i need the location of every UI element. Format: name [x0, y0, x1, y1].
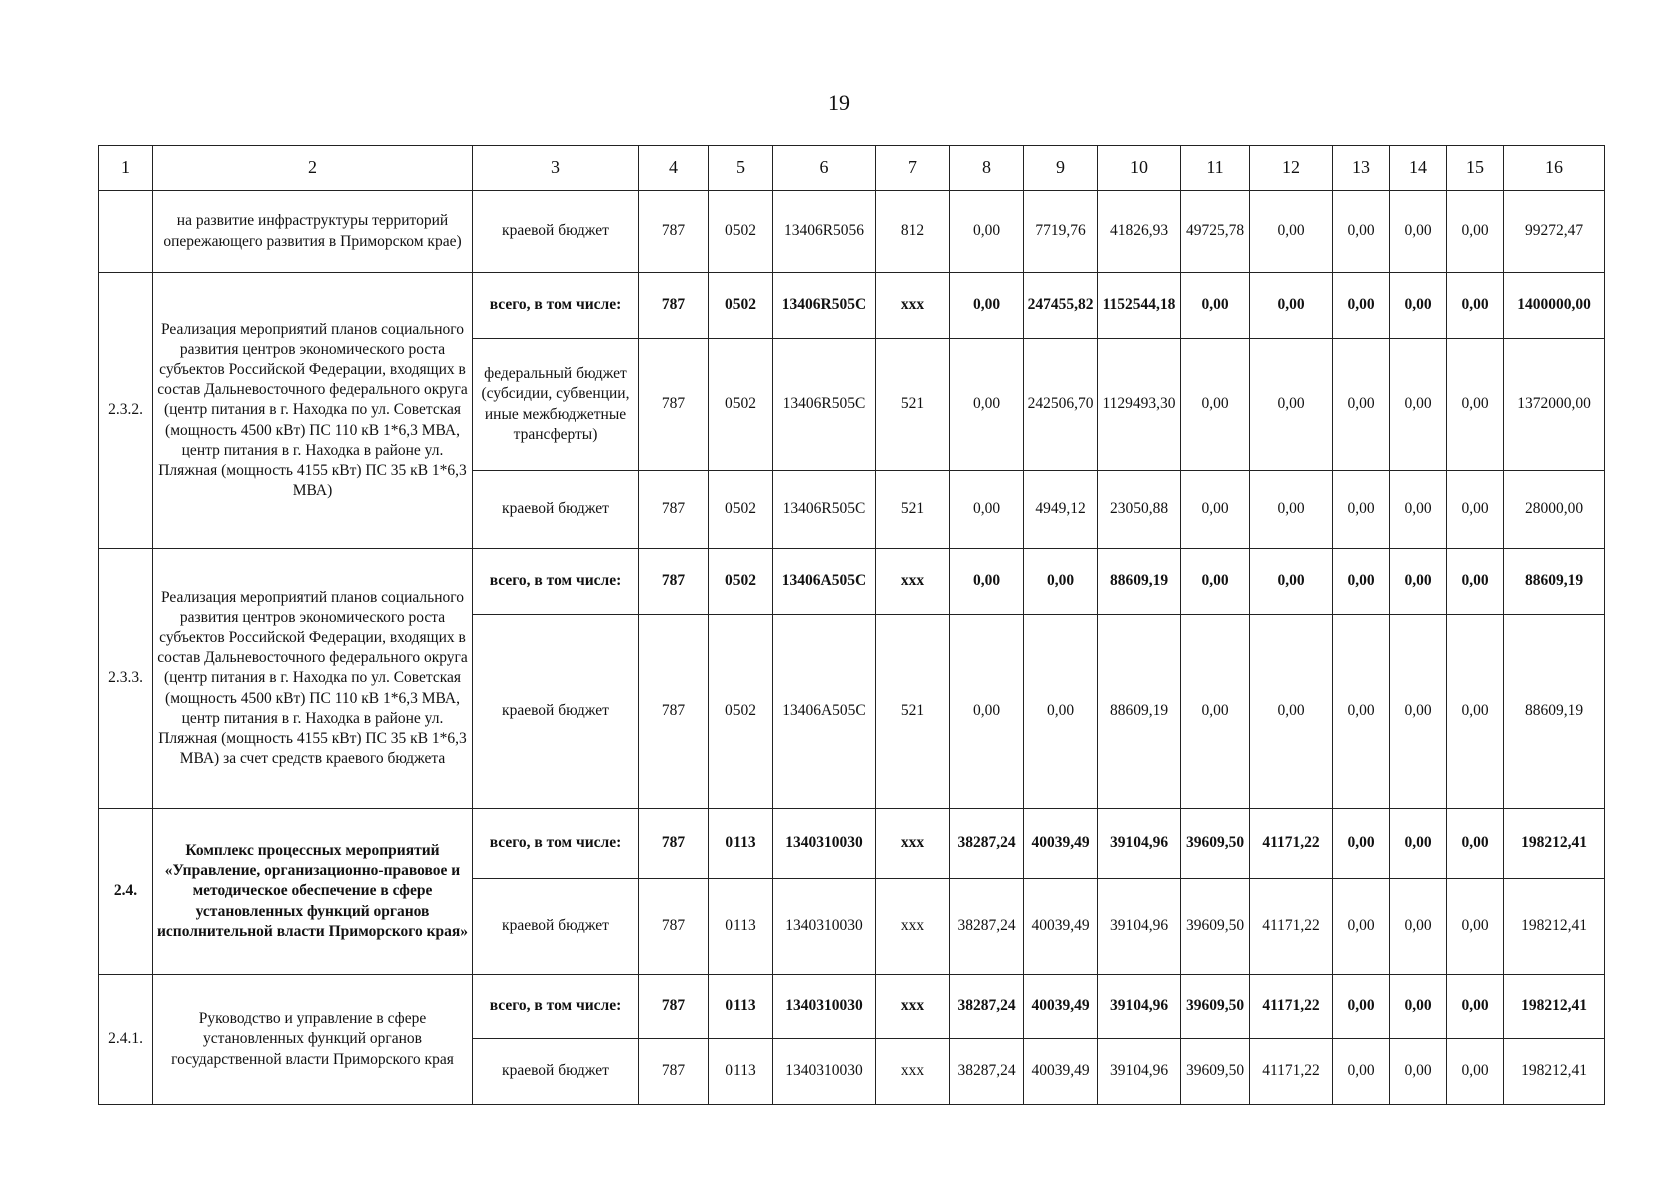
cell: 0113: [709, 1039, 773, 1105]
cell: 0,00: [1181, 549, 1250, 615]
cell: 23050,88: [1098, 471, 1181, 549]
cell: 0,00: [1447, 273, 1504, 339]
cell: 39609,50: [1181, 1039, 1250, 1105]
col-header: 15: [1447, 146, 1504, 191]
cell: 0,00: [1333, 273, 1390, 339]
funding-source: краевой бюджет: [473, 471, 639, 549]
cell: 0502: [709, 191, 773, 273]
col-header: 2: [153, 146, 473, 191]
col-header: 13: [1333, 146, 1390, 191]
cell: 41171,22: [1250, 809, 1333, 879]
cell: 0502: [709, 471, 773, 549]
table-row-total: [99, 809, 1605, 879]
activity-name: Комплекс процессных мероприятий «Управление, организационно-правовое и методическое обеспечение в сфере установленных функций органов исполнительной власти Приморского края»: [153, 809, 473, 975]
cell: 13406А505С: [773, 549, 876, 615]
cell: 0,00: [1181, 471, 1250, 549]
cell: 787: [639, 273, 709, 339]
cell: 0502: [709, 549, 773, 615]
cell: 0,00: [1181, 273, 1250, 339]
cell: 40039,49: [1024, 1039, 1098, 1105]
cell: 39609,50: [1181, 879, 1250, 975]
cell: 0,00: [1390, 975, 1447, 1039]
cell: 198212,41: [1504, 975, 1605, 1039]
funding-source: всего, в том числе:: [473, 809, 639, 879]
header-row: [99, 146, 1605, 191]
cell: 28000,00: [1504, 471, 1605, 549]
row-number: 2.4.1.: [99, 975, 153, 1105]
cell: 39609,50: [1181, 975, 1250, 1039]
cell: 1340310030: [773, 809, 876, 879]
cell: 39104,96: [1098, 975, 1181, 1039]
row-number: 2.3.2.: [99, 273, 153, 549]
col-header: 4: [639, 146, 709, 191]
cell: 39104,96: [1098, 879, 1181, 975]
cell: 0,00: [1250, 471, 1333, 549]
cell: 247455,82: [1024, 273, 1098, 339]
cell: 0,00: [1024, 615, 1098, 809]
cell: 88609,19: [1098, 549, 1181, 615]
col-header: 8: [950, 146, 1024, 191]
cell: 0,00: [950, 615, 1024, 809]
cell: 0,00: [1024, 549, 1098, 615]
col-header: 9: [1024, 146, 1098, 191]
col-header: 7: [876, 146, 950, 191]
cell: 0,00: [1447, 339, 1504, 471]
funding-source: федеральный бюджет (субсидии, субвенции, иные межбюджетные трансферты): [473, 339, 639, 471]
cell: 0,00: [1250, 191, 1333, 273]
cell: 1129493,30: [1098, 339, 1181, 471]
cell: 13406R505С: [773, 339, 876, 471]
cell: 198212,41: [1504, 879, 1605, 975]
cell: 0,00: [1181, 339, 1250, 471]
cell: 521: [876, 471, 950, 549]
cell: 0,00: [1447, 1039, 1504, 1105]
cell: 38287,24: [950, 975, 1024, 1039]
cell: 0,00: [1390, 615, 1447, 809]
col-header: 10: [1098, 146, 1181, 191]
table-row-total: [99, 273, 1605, 339]
cell: 40039,49: [1024, 809, 1098, 879]
col-header: 12: [1250, 146, 1333, 191]
col-header: 16: [1504, 146, 1605, 191]
cell: 198212,41: [1504, 1039, 1605, 1105]
cell: 4949,12: [1024, 471, 1098, 549]
activity-name: Руководство и управление в сфере установленных функций органов государственной власти Приморского края: [153, 975, 473, 1105]
cell: 0,00: [1390, 1039, 1447, 1105]
cell: 812: [876, 191, 950, 273]
cell: ххх: [876, 549, 950, 615]
cell: 41171,22: [1250, 975, 1333, 1039]
cell: 0,00: [1333, 191, 1390, 273]
cell: 1340310030: [773, 1039, 876, 1105]
activity-name: Реализация мероприятий планов социального развития центров экономического роста субъектов Российской Федерации, входящих в состав Дальневосточного федерального округа (центр питания в г. Находка по ул. Советская (мощность 4500 кВт) ПС 110 кВ 1*6,3 МВА, центр питания в г. Находка в районе ул. Пляжная (мощность 4155 кВт) ПС 35 кВ 1*6,3 МВА) за счет средств краевого бюджета: [153, 549, 473, 809]
cell: 88609,19: [1098, 615, 1181, 809]
cell: 787: [639, 879, 709, 975]
cell: 0,00: [1333, 339, 1390, 471]
row-number: 2.4.: [99, 809, 153, 975]
cell: 13406R505С: [773, 273, 876, 339]
cell: ххх: [876, 273, 950, 339]
page-number: 19: [828, 90, 850, 115]
funding-source: всего, в том числе:: [473, 975, 639, 1039]
activity-name: на развитие инфраструктуры территорий опережающего развития в Приморском крае): [153, 191, 473, 273]
budget-table: [98, 145, 1605, 1105]
cell: 787: [639, 471, 709, 549]
cell: 787: [639, 1039, 709, 1105]
cell: 0,00: [1447, 191, 1504, 273]
cell: 0,00: [1250, 549, 1333, 615]
cell: 0,00: [1333, 549, 1390, 615]
cell: 0,00: [1447, 975, 1504, 1039]
cell: 38287,24: [950, 1039, 1024, 1105]
cell: 0,00: [1390, 549, 1447, 615]
cell: 0,00: [1333, 471, 1390, 549]
funding-source: всего, в том числе:: [473, 549, 639, 615]
cell: 40039,49: [1024, 975, 1098, 1039]
cell: 0,00: [1447, 471, 1504, 549]
col-header: 5: [709, 146, 773, 191]
cell: 0,00: [1333, 1039, 1390, 1105]
cell: 0502: [709, 273, 773, 339]
cell: 99272,47: [1504, 191, 1605, 273]
funding-source: краевой бюджет: [473, 879, 639, 975]
cell: 38287,24: [950, 809, 1024, 879]
funding-source: краевой бюджет: [473, 615, 639, 809]
cell: ххх: [876, 975, 950, 1039]
cell: 0,00: [1390, 191, 1447, 273]
cell: 0113: [709, 809, 773, 879]
cell: 0,00: [1447, 615, 1504, 809]
cell: 0,00: [1333, 615, 1390, 809]
row-number: [99, 191, 153, 273]
cell: 38287,24: [950, 879, 1024, 975]
cell: 787: [639, 339, 709, 471]
cell: 0,00: [1390, 879, 1447, 975]
col-header: 11: [1181, 146, 1250, 191]
cell: 39609,50: [1181, 809, 1250, 879]
cell: ххх: [876, 809, 950, 879]
cell: 13406А505С: [773, 615, 876, 809]
cell: 0,00: [1333, 975, 1390, 1039]
cell: 41826,93: [1098, 191, 1181, 273]
cell: 7719,76: [1024, 191, 1098, 273]
cell: 39104,96: [1098, 1039, 1181, 1105]
funding-source: всего, в том числе:: [473, 273, 639, 339]
cell: 198212,41: [1504, 809, 1605, 879]
cell: 1340310030: [773, 879, 876, 975]
cell: ххх: [876, 1039, 950, 1105]
cell: 13406R5056: [773, 191, 876, 273]
cell: 787: [639, 615, 709, 809]
table-row: [99, 191, 1605, 273]
activity-name: Реализация мероприятий планов социального развития центров экономического роста субъектов Российской Федерации, входящих в состав Дальневосточного федерального округа (центр питания в г. Находка по ул. Советская (мощность 4500 кВт) ПС 110 кВ 1*6,3 МВА, центр питания в г. Находка в районе ул. Пляжная (мощность 4155 кВт) ПС 35 кВ 1*6,3 МВА): [153, 273, 473, 549]
cell: 0,00: [1390, 471, 1447, 549]
cell: 787: [639, 809, 709, 879]
cell: 0,00: [1390, 339, 1447, 471]
cell: 0,00: [1390, 809, 1447, 879]
cell: 0,00: [1333, 809, 1390, 879]
cell: 1400000,00: [1504, 273, 1605, 339]
cell: 0,00: [1447, 809, 1504, 879]
funding-source: краевой бюджет: [473, 191, 639, 273]
cell: 88609,19: [1504, 549, 1605, 615]
cell: 0502: [709, 615, 773, 809]
cell: 0,00: [1447, 549, 1504, 615]
cell: 0,00: [1250, 339, 1333, 471]
cell: 1372000,00: [1504, 339, 1605, 471]
col-header: 14: [1390, 146, 1447, 191]
cell: 0,00: [1390, 273, 1447, 339]
col-header: 3: [473, 146, 639, 191]
cell: 41171,22: [1250, 1039, 1333, 1105]
cell: 39104,96: [1098, 809, 1181, 879]
col-header: 1: [99, 146, 153, 191]
cell: 13406R505С: [773, 471, 876, 549]
cell: 1340310030: [773, 975, 876, 1039]
cell: 0,00: [950, 339, 1024, 471]
funding-source: краевой бюджет: [473, 1039, 639, 1105]
cell: 0,00: [950, 191, 1024, 273]
cell: 1152544,18: [1098, 273, 1181, 339]
cell: 0,00: [1250, 273, 1333, 339]
cell: 521: [876, 615, 950, 809]
cell: 0,00: [1250, 615, 1333, 809]
cell: 0113: [709, 975, 773, 1039]
cell: 40039,49: [1024, 879, 1098, 975]
cell: 0113: [709, 879, 773, 975]
cell: 0,00: [1447, 879, 1504, 975]
cell: 787: [639, 975, 709, 1039]
col-header: 6: [773, 146, 876, 191]
cell: 521: [876, 339, 950, 471]
cell: 0,00: [950, 273, 1024, 339]
cell: 0,00: [950, 471, 1024, 549]
cell: 0,00: [950, 549, 1024, 615]
cell: 88609,19: [1504, 615, 1605, 809]
cell: 787: [639, 549, 709, 615]
table-row-total: [99, 975, 1605, 1039]
cell: 49725,78: [1181, 191, 1250, 273]
cell: 41171,22: [1250, 879, 1333, 975]
cell: 787: [639, 191, 709, 273]
cell: ххх: [876, 879, 950, 975]
row-number: 2.3.3.: [99, 549, 153, 809]
cell: 0,00: [1181, 615, 1250, 809]
cell: 0,00: [1333, 879, 1390, 975]
cell: 242506,70: [1024, 339, 1098, 471]
table-row-total: [99, 549, 1605, 615]
cell: 0502: [709, 339, 773, 471]
